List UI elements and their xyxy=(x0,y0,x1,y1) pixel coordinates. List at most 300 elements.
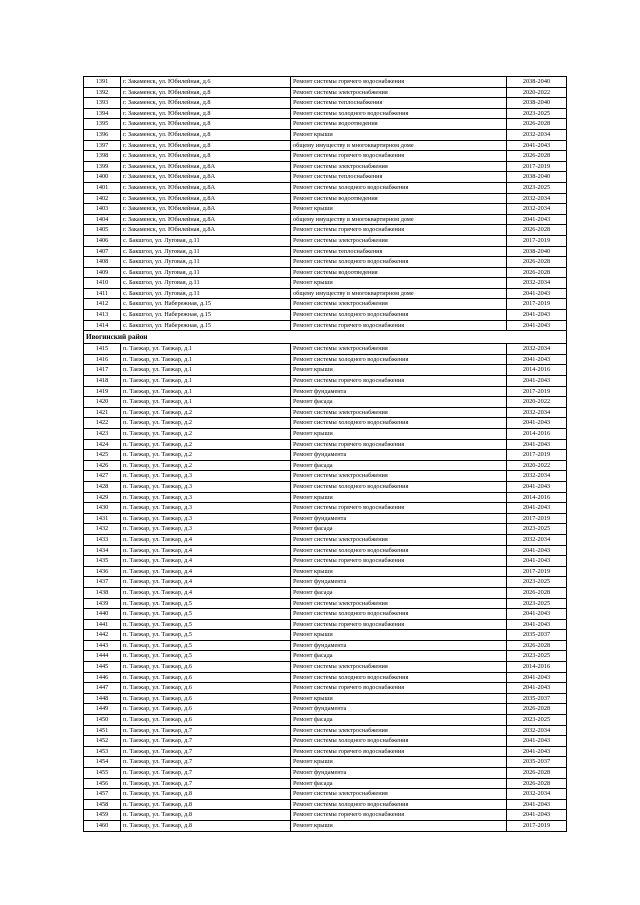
work-type-cell: Ремонт фасада xyxy=(291,460,507,471)
address-cell: п. Таежар, ул. Таежар, д.4 xyxy=(121,577,291,588)
address-cell: п. Таежар, ул. Таежар, д.3 xyxy=(121,503,291,514)
work-type-cell: Ремонт системы холодного водоснабжения xyxy=(291,182,507,193)
work-type-cell: Ремонт системы горячего водоснабжения xyxy=(291,810,507,821)
address-cell: п. Таежар, ул. Таежар, д.2 xyxy=(121,450,291,461)
table-row xyxy=(84,87,567,98)
period-cell: 2023-2025 xyxy=(507,108,567,119)
table-body-top xyxy=(84,77,567,331)
row-number: 1416 xyxy=(84,354,121,365)
table-row xyxy=(84,778,567,789)
row-number: 1408 xyxy=(84,257,121,268)
table-row xyxy=(84,704,567,715)
table-row xyxy=(84,193,567,204)
row-number: 1409 xyxy=(84,267,121,278)
work-type-cell: Ремонт крыши xyxy=(291,129,507,140)
period-cell: 2041-2043 xyxy=(507,418,567,429)
table-row xyxy=(84,460,567,471)
work-type-cell: Ремонт фасада xyxy=(291,778,507,789)
table-row xyxy=(84,407,567,418)
row-number: 1406 xyxy=(84,235,121,246)
table-row xyxy=(84,204,567,215)
table-row xyxy=(84,471,567,482)
row-number: 1402 xyxy=(84,193,121,204)
table-row xyxy=(84,214,567,225)
address-cell: п. Таежар, ул. Таежар, д.2 xyxy=(121,418,291,429)
row-number: 1430 xyxy=(84,503,121,514)
row-number: 1448 xyxy=(84,693,121,704)
row-number: 1417 xyxy=(84,365,121,376)
period-cell: 2014-2016 xyxy=(507,429,567,440)
row-number: 1433 xyxy=(84,534,121,545)
row-number: 1458 xyxy=(84,799,121,810)
work-type-cell: Ремонт системы горячего водоснабжения xyxy=(291,225,507,236)
row-number: 1446 xyxy=(84,672,121,683)
work-type-cell: Ремонт фундамента xyxy=(291,640,507,651)
work-type-cell: Ремонт системы горячего водоснабжения xyxy=(291,503,507,514)
work-type-cell: Ремонт крыши xyxy=(291,630,507,641)
period-cell: 2026-2028 xyxy=(507,267,567,278)
table-row xyxy=(84,235,567,246)
work-type-cell: Ремонт системы электроснабжения xyxy=(291,87,507,98)
table-row xyxy=(84,736,567,747)
table-row xyxy=(84,810,567,821)
work-type-cell: Ремонт системы холодного водоснабжения xyxy=(291,545,507,556)
address-cell: п. Таежар, ул. Таежар, д.4 xyxy=(121,556,291,567)
row-number: 1427 xyxy=(84,471,121,482)
row-number: 1415 xyxy=(84,344,121,355)
table-row xyxy=(84,418,567,429)
period-cell: 2032-2034 xyxy=(507,725,567,736)
table-row xyxy=(84,651,567,662)
address-cell: с. Бакшгол, ул. Луговая, д.11 xyxy=(121,235,291,246)
row-number: 1393 xyxy=(84,98,121,109)
period-cell: 2041-2043 xyxy=(507,736,567,747)
row-number: 1413 xyxy=(84,310,121,321)
row-number: 1429 xyxy=(84,492,121,503)
address-cell: п. Таежар, ул. Таежар, д.7 xyxy=(121,725,291,736)
address-cell: п. Таежар, ул. Таежар, д.2 xyxy=(121,429,291,440)
period-cell: 2041-2043 xyxy=(507,672,567,683)
row-number: 1447 xyxy=(84,683,121,694)
table-row xyxy=(84,566,567,577)
table-row xyxy=(84,577,567,588)
work-type-cell: Ремонт системы теплоснабжения xyxy=(291,172,507,183)
row-number: 1457 xyxy=(84,789,121,800)
work-type-cell: Ремонт системы электроснабжения xyxy=(291,534,507,545)
period-cell: 2032-2034 xyxy=(507,534,567,545)
address-cell: г. Закаменск, ул. Юбилейная, д.8А xyxy=(121,214,291,225)
row-number: 1403 xyxy=(84,204,121,215)
row-number: 1400 xyxy=(84,172,121,183)
address-cell: с. Бакшгол, ул. Луговая, д.11 xyxy=(121,267,291,278)
period-cell: 2041-2043 xyxy=(507,320,567,331)
address-cell: п. Таежар, ул. Таежар, д.1 xyxy=(121,365,291,376)
table-row xyxy=(84,439,567,450)
work-type-cell: Ремонт системы электроснабжения xyxy=(291,789,507,800)
row-number: 1391 xyxy=(84,77,121,88)
period-cell: 2041-2043 xyxy=(507,481,567,492)
work-type-cell: общему имуществу в многоквартирном доме xyxy=(291,140,507,151)
address-cell: п. Таежар, ул. Таежар, д.6 xyxy=(121,693,291,704)
period-cell: 2026-2028 xyxy=(507,257,567,268)
work-type-cell: Ремонт фундамента xyxy=(291,450,507,461)
work-type-cell: Ремонт фасада xyxy=(291,715,507,726)
address-cell: п. Таежар, ул. Таежар, д.8 xyxy=(121,799,291,810)
address-cell: г. Закаменск, ул. Юбилейная, д.8 xyxy=(121,87,291,98)
period-cell: 2026-2028 xyxy=(507,640,567,651)
address-cell: г. Закаменск, ул. Юбилейная, д.8А xyxy=(121,172,291,183)
work-type-cell: Ремонт системы горячего водоснабжения xyxy=(291,556,507,567)
section-title: Ивогинский район xyxy=(84,331,567,344)
work-type-cell: Ремонт системы горячего водоснабжения xyxy=(291,439,507,450)
row-number: 1460 xyxy=(84,820,121,831)
row-number: 1455 xyxy=(84,768,121,779)
period-cell: 2020-2022 xyxy=(507,460,567,471)
address-cell: с. Бакшгол, ул. Набережная, д.15 xyxy=(121,320,291,331)
address-cell: п. Таежар, ул. Таежар, д.4 xyxy=(121,545,291,556)
address-cell: г. Закаменск, ул. Юбилейная, д.8 xyxy=(121,119,291,130)
address-cell: п. Таежар, ул. Таежар, д.3 xyxy=(121,492,291,503)
table-row xyxy=(84,108,567,119)
table-row xyxy=(84,182,567,193)
address-cell: п. Таежар, ул. Таежар, д.6 xyxy=(121,662,291,673)
table-row xyxy=(84,288,567,299)
row-number: 1442 xyxy=(84,630,121,641)
address-cell: г. Закаменск, ул. Юбилейная, д.8А xyxy=(121,161,291,172)
address-cell: п. Таежар, ул. Таежар, д.5 xyxy=(121,619,291,630)
address-cell: п. Таежар, ул. Таежар, д.5 xyxy=(121,630,291,641)
period-cell: 2017-2019 xyxy=(507,299,567,310)
work-type-cell: Ремонт системы электроснабжения xyxy=(291,598,507,609)
address-cell: г. Закаменск, ул. Юбилейная, д.8 xyxy=(121,108,291,119)
row-number: 1432 xyxy=(84,524,121,535)
row-number: 1438 xyxy=(84,587,121,598)
table-row xyxy=(84,619,567,630)
row-number: 1424 xyxy=(84,439,121,450)
row-number: 1434 xyxy=(84,545,121,556)
work-type-cell: Ремонт фасада xyxy=(291,651,507,662)
address-cell: г. Закаменск, ул. Юбилейная, д.6 xyxy=(121,77,291,88)
period-cell: 2023-2025 xyxy=(507,524,567,535)
work-type-cell: Ремонт крыши xyxy=(291,492,507,503)
table-row xyxy=(84,492,567,503)
table-row xyxy=(84,310,567,321)
period-cell: 2035-2037 xyxy=(507,757,567,768)
period-cell: 2026-2028 xyxy=(507,778,567,789)
address-cell: п. Таежар, ул. Таежар, д.2 xyxy=(121,407,291,418)
period-cell: 2023-2025 xyxy=(507,651,567,662)
work-type-cell: Ремонт системы электроснабжения xyxy=(291,235,507,246)
work-type-cell: Ремонт фасада xyxy=(291,587,507,598)
work-type-cell: Ремонт системы горячего водоснабжения xyxy=(291,683,507,694)
address-cell: с. Бакшгол, ул. Луговая, д.11 xyxy=(121,288,291,299)
period-cell: 2017-2019 xyxy=(507,161,567,172)
address-cell: п. Таежар, ул. Таежар, д.1 xyxy=(121,397,291,408)
work-type-cell: Ремонт системы водоотведения xyxy=(291,193,507,204)
row-number: 1401 xyxy=(84,182,121,193)
repair-schedule-table xyxy=(83,76,567,832)
work-type-cell: Ремонт крыши xyxy=(291,820,507,831)
table-row xyxy=(84,598,567,609)
row-number: 1420 xyxy=(84,397,121,408)
table-row xyxy=(84,386,567,397)
document-page xyxy=(83,76,566,832)
work-type-cell: Ремонт крыши xyxy=(291,204,507,215)
row-number: 1459 xyxy=(84,810,121,821)
address-cell: г. Закаменск, ул. Юбилейная, д.8А xyxy=(121,193,291,204)
period-cell: 2026-2028 xyxy=(507,587,567,598)
address-cell: с. Бакшгол, ул. Луговая, д.11 xyxy=(121,278,291,289)
period-cell: 2041-2043 xyxy=(507,609,567,620)
row-number: 1456 xyxy=(84,778,121,789)
address-cell: п. Таежар, ул. Таежар, д.4 xyxy=(121,534,291,545)
table-row xyxy=(84,246,567,257)
period-cell: 2041-2043 xyxy=(507,799,567,810)
work-type-cell: Ремонт крыши xyxy=(291,566,507,577)
work-type-cell: Ремонт системы холодного водоснабжения xyxy=(291,672,507,683)
table-body-bottom xyxy=(84,344,567,831)
table-row xyxy=(84,151,567,162)
work-type-cell: Ремонт системы холодного водоснабжения xyxy=(291,418,507,429)
table-row xyxy=(84,725,567,736)
work-type-cell: Ремонт системы электроснабжения xyxy=(291,161,507,172)
address-cell: с. Бакшгол, ул. Набережная, д.15 xyxy=(121,299,291,310)
work-type-cell: Ремонт системы водоотведения xyxy=(291,267,507,278)
table-row xyxy=(84,768,567,779)
row-number: 1452 xyxy=(84,736,121,747)
table-row xyxy=(84,278,567,289)
period-cell: 2035-2037 xyxy=(507,693,567,704)
row-number: 1407 xyxy=(84,246,121,257)
work-type-cell: Ремонт системы электроснабжения xyxy=(291,407,507,418)
row-number: 1412 xyxy=(84,299,121,310)
table-row xyxy=(84,299,567,310)
work-type-cell: Ремонт системы горячего водоснабжения xyxy=(291,320,507,331)
work-type-cell: Ремонт системы водоотведения xyxy=(291,119,507,130)
period-cell: 2014-2016 xyxy=(507,662,567,673)
section-header-row xyxy=(84,331,567,344)
address-cell: п. Таежар, ул. Таежар, д.1 xyxy=(121,376,291,387)
row-number: 1399 xyxy=(84,161,121,172)
address-cell: г. Закаменск, ул. Юбилейная, д.8А xyxy=(121,204,291,215)
table-row xyxy=(84,320,567,331)
table-row xyxy=(84,715,567,726)
work-type-cell: Ремонт системы холодного водоснабжения xyxy=(291,799,507,810)
work-type-cell: Ремонт системы горячего водоснабжения xyxy=(291,619,507,630)
table-row xyxy=(84,450,567,461)
period-cell: 2041-2043 xyxy=(507,503,567,514)
row-number: 1397 xyxy=(84,140,121,151)
period-cell: 2041-2043 xyxy=(507,810,567,821)
work-type-cell: Ремонт системы горячего водоснабжения xyxy=(291,746,507,757)
table-row xyxy=(84,630,567,641)
work-type-cell: Ремонт системы горячего водоснабжения xyxy=(291,151,507,162)
work-type-cell: Ремонт фундамента xyxy=(291,513,507,524)
work-type-cell: Ремонт фундамента xyxy=(291,768,507,779)
period-cell: 2032-2034 xyxy=(507,193,567,204)
row-number: 1443 xyxy=(84,640,121,651)
table-row xyxy=(84,746,567,757)
period-cell: 2041-2043 xyxy=(507,140,567,151)
row-number: 1418 xyxy=(84,376,121,387)
row-number: 1440 xyxy=(84,609,121,620)
address-cell: г. Закаменск, ул. Юбилейная, д.8 xyxy=(121,129,291,140)
table-row xyxy=(84,161,567,172)
table-row xyxy=(84,609,567,620)
period-cell: 2023-2025 xyxy=(507,715,567,726)
work-type-cell: Ремонт системы теплоснабжения xyxy=(291,246,507,257)
table-row xyxy=(84,556,567,567)
period-cell: 2026-2028 xyxy=(507,119,567,130)
row-number: 1441 xyxy=(84,619,121,630)
table-row xyxy=(84,757,567,768)
address-cell: п. Таежар, ул. Таежар, д.1 xyxy=(121,386,291,397)
period-cell: 2041-2043 xyxy=(507,619,567,630)
period-cell: 2035-2037 xyxy=(507,630,567,641)
row-number: 1411 xyxy=(84,288,121,299)
address-cell: п. Таежар, ул. Таежар, д.3 xyxy=(121,481,291,492)
address-cell: п. Таежар, ул. Таежар, д.8 xyxy=(121,789,291,800)
table-row xyxy=(84,77,567,88)
address-cell: п. Таежар, ул. Таежар, д.2 xyxy=(121,460,291,471)
table-row xyxy=(84,225,567,236)
address-cell: г. Закаменск, ул. Юбилейная, д.8А xyxy=(121,182,291,193)
table-row xyxy=(84,799,567,810)
address-cell: п. Таежар, ул. Таежар, д.5 xyxy=(121,598,291,609)
address-cell: п. Таежар, ул. Таежар, д.7 xyxy=(121,736,291,747)
address-cell: п. Таежар, ул. Таежар, д.6 xyxy=(121,704,291,715)
table-row xyxy=(84,481,567,492)
row-number: 1439 xyxy=(84,598,121,609)
table-row xyxy=(84,172,567,183)
row-number: 1436 xyxy=(84,566,121,577)
table-row xyxy=(84,376,567,387)
row-number: 1437 xyxy=(84,577,121,588)
address-cell: п. Таежар, ул. Таежар, д.5 xyxy=(121,651,291,662)
period-cell: 2032-2034 xyxy=(507,407,567,418)
table-row xyxy=(84,587,567,598)
work-type-cell: Ремонт системы холодного водоснабжения xyxy=(291,108,507,119)
table-row xyxy=(84,534,567,545)
period-cell: 2041-2043 xyxy=(507,376,567,387)
period-cell: 2017-2019 xyxy=(507,820,567,831)
work-type-cell: Ремонт фундамента xyxy=(291,386,507,397)
address-cell: п. Таежар, ул. Таежар, д.7 xyxy=(121,778,291,789)
table-row xyxy=(84,267,567,278)
row-number: 1396 xyxy=(84,129,121,140)
work-type-cell: Ремонт системы электроснабжения xyxy=(291,299,507,310)
period-cell: 2023-2025 xyxy=(507,598,567,609)
row-number: 1394 xyxy=(84,108,121,119)
row-number: 1453 xyxy=(84,746,121,757)
work-type-cell: общему имуществу в многоквартирном доме xyxy=(291,288,507,299)
row-number: 1422 xyxy=(84,418,121,429)
period-cell: 2020-2022 xyxy=(507,87,567,98)
period-cell: 2023-2025 xyxy=(507,182,567,193)
address-cell: п. Таежар, ул. Таежар, д.7 xyxy=(121,757,291,768)
address-cell: п. Таежар, ул. Таежар, д.7 xyxy=(121,768,291,779)
address-cell: п. Таежар, ул. Таежар, д.6 xyxy=(121,715,291,726)
work-type-cell: общему имуществу в многоквартирном доме xyxy=(291,214,507,225)
row-number: 1405 xyxy=(84,225,121,236)
work-type-cell: Ремонт системы электроснабжения xyxy=(291,471,507,482)
table-row xyxy=(84,140,567,151)
address-cell: г. Закаменск, ул. Юбилейная, д.8 xyxy=(121,140,291,151)
address-cell: п. Таежар, ул. Таежар, д.3 xyxy=(121,513,291,524)
row-number: 1421 xyxy=(84,407,121,418)
period-cell: 2038-2040 xyxy=(507,246,567,257)
period-cell: 2032-2034 xyxy=(507,129,567,140)
period-cell: 2041-2043 xyxy=(507,354,567,365)
row-number: 1435 xyxy=(84,556,121,567)
address-cell: п. Таежар, ул. Таежар, д.8 xyxy=(121,810,291,821)
period-cell: 2017-2019 xyxy=(507,450,567,461)
table-row xyxy=(84,344,567,355)
work-type-cell: Ремонт крыши xyxy=(291,693,507,704)
table-row xyxy=(84,820,567,831)
row-number: 1425 xyxy=(84,450,121,461)
table-row xyxy=(84,397,567,408)
period-cell: 2026-2028 xyxy=(507,768,567,779)
work-type-cell: Ремонт системы электроснабжения xyxy=(291,344,507,355)
address-cell: п. Таежар, ул. Таежар, д.1 xyxy=(121,344,291,355)
address-cell: г. Закаменск, ул. Юбилейная, д.8 xyxy=(121,98,291,109)
work-type-cell: Ремонт системы холодного водоснабжения xyxy=(291,354,507,365)
table-row xyxy=(84,429,567,440)
row-number: 1444 xyxy=(84,651,121,662)
row-number: 1392 xyxy=(84,87,121,98)
address-cell: п. Таежар, ул. Таежар, д.7 xyxy=(121,746,291,757)
address-cell: п. Таежар, ул. Таежар, д.5 xyxy=(121,640,291,651)
period-cell: 2017-2019 xyxy=(507,513,567,524)
period-cell: 2017-2019 xyxy=(507,235,567,246)
work-type-cell: Ремонт крыши xyxy=(291,278,507,289)
work-type-cell: Ремонт крыши xyxy=(291,757,507,768)
period-cell: 2038-2040 xyxy=(507,98,567,109)
work-type-cell: Ремонт системы холодного водоснабжения xyxy=(291,310,507,321)
period-cell: 2023-2025 xyxy=(507,577,567,588)
row-number: 1419 xyxy=(84,386,121,397)
address-cell: с. Бакшгол, ул. Луговая, д.11 xyxy=(121,257,291,268)
work-type-cell: Ремонт системы электроснабжения xyxy=(291,662,507,673)
period-cell: 2041-2043 xyxy=(507,214,567,225)
address-cell: п. Таежар, ул. Таежар, д.8 xyxy=(121,820,291,831)
table-row xyxy=(84,98,567,109)
row-number: 1454 xyxy=(84,757,121,768)
period-cell: 2032-2034 xyxy=(507,204,567,215)
table-row xyxy=(84,365,567,376)
work-type-cell: Ремонт системы горячего водоснабжения xyxy=(291,77,507,88)
work-type-cell: Ремонт фундамента xyxy=(291,704,507,715)
period-cell: 2032-2034 xyxy=(507,344,567,355)
address-cell: с. Бакшгол, ул. Набережная, д.15 xyxy=(121,310,291,321)
period-cell: 2032-2034 xyxy=(507,471,567,482)
period-cell: 2017-2019 xyxy=(507,386,567,397)
work-type-cell: Ремонт системы холодного водоснабжения xyxy=(291,736,507,747)
table-body-section xyxy=(84,331,567,344)
work-type-cell: Ремонт системы электроснабжения xyxy=(291,725,507,736)
period-cell: 2041-2043 xyxy=(507,545,567,556)
period-cell: 2020-2022 xyxy=(507,397,567,408)
address-cell: п. Таежар, ул. Таежар, д.1 xyxy=(121,354,291,365)
period-cell: 2017-2019 xyxy=(507,566,567,577)
row-number: 1395 xyxy=(84,119,121,130)
period-cell: 2032-2034 xyxy=(507,278,567,289)
table-row xyxy=(84,257,567,268)
work-type-cell: Ремонт фасада xyxy=(291,397,507,408)
row-number: 1445 xyxy=(84,662,121,673)
period-cell: 2026-2028 xyxy=(507,151,567,162)
